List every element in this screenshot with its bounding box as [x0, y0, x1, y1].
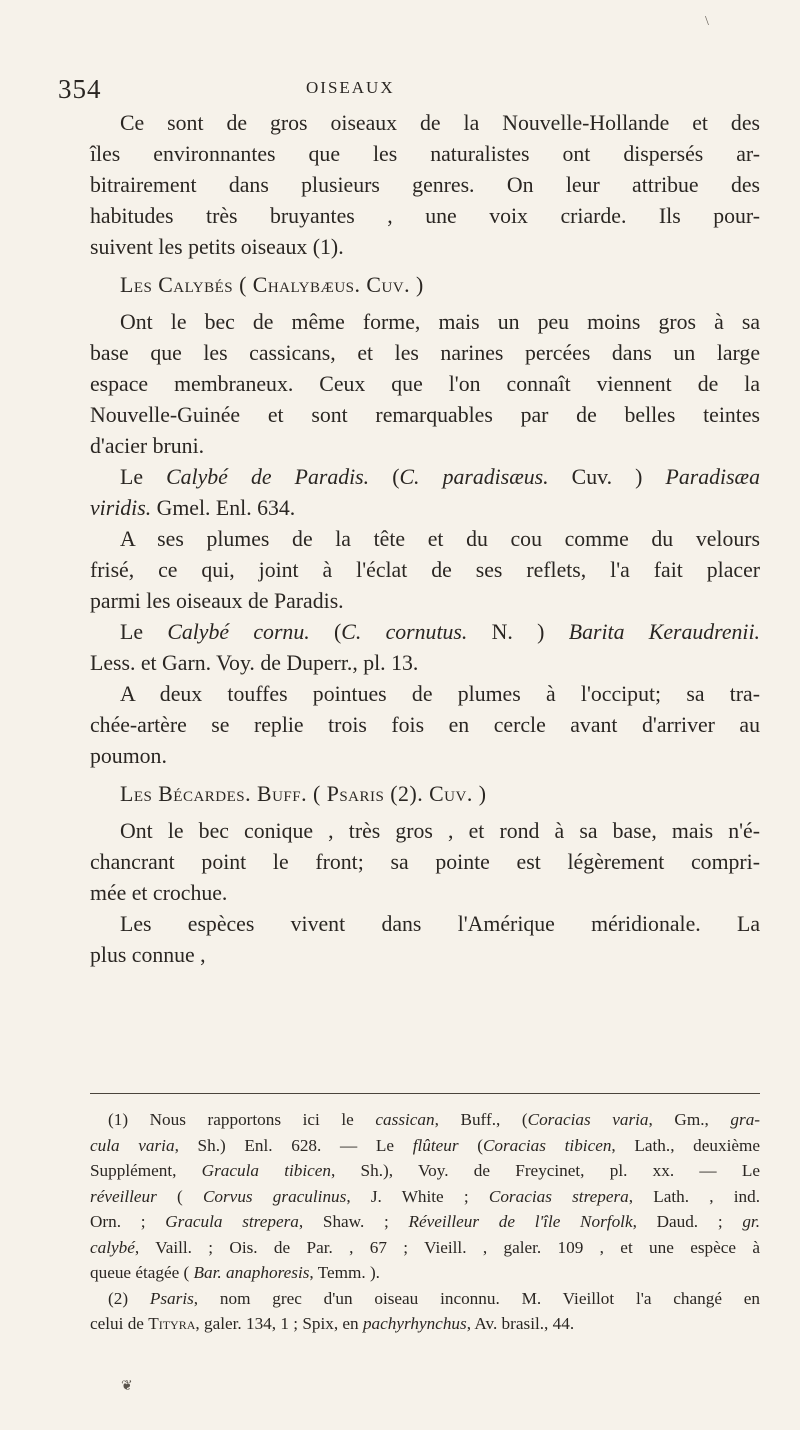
synonym: viridis. [90, 496, 152, 520]
text-line: Nouvelle-Guinée et sont remarquables par de belles teintes [90, 403, 760, 427]
text-line: Less. et Garn. Voy. de Duperr., pl. 13. [90, 651, 419, 675]
paren: ( [369, 465, 400, 489]
species-prefix: Le [120, 620, 168, 644]
footnote-1 [90, 1107, 760, 1286]
scientific-name: C. cornutus. [341, 620, 468, 644]
fn-italic: gr. [742, 1212, 760, 1231]
footnote-line [90, 1235, 760, 1261]
fn-italic: Psaris [149, 1288, 194, 1308]
footnote-line [90, 1158, 760, 1184]
fn-italic: cassican [375, 1110, 435, 1129]
fn-italic: cula varia [90, 1135, 175, 1155]
fn-italic: Gracula strepera [165, 1212, 299, 1231]
text-line: mée et crochue. [90, 881, 228, 905]
text-line: A ses plumes de la tête et du cou comme du velours [120, 527, 760, 551]
fn-italic: Coracias strepera [488, 1186, 629, 1206]
page-header [58, 74, 758, 104]
fn-italic: Bar. anaphoresis [193, 1263, 310, 1282]
footnote-line [90, 1133, 760, 1159]
footnote-line [90, 1260, 760, 1286]
text-line: espace membraneux. Ceux que l'on connaît viennent de la [90, 372, 760, 396]
species-prefix: Le [120, 465, 167, 489]
footnote-divider [90, 1093, 760, 1094]
footnote-2 [90, 1286, 760, 1337]
fn-text: , galer. 134, 1 ; Spix, en [195, 1314, 363, 1333]
synonym: Barita Keraudrenii. [568, 620, 760, 644]
species-calybe-de-paradis [90, 462, 760, 524]
text-line: d'acier bruni. [90, 434, 205, 458]
paragraph-2 [90, 307, 760, 462]
fn-italic: pachyrhynchus [362, 1314, 467, 1333]
fn-text: , Buff., ( [434, 1110, 528, 1129]
paragraph-4 [90, 679, 760, 772]
text-line: chancrant point le front; sa pointe est légèrement compri- [90, 850, 760, 874]
text-line: îles environnantes que les naturalistes ont dispersés ar- [90, 142, 760, 166]
fn-italic: Coracias varia [527, 1110, 649, 1129]
fn-text: , nom grec d'un oiseau inconnu. M. Vieillot l'a changé en [193, 1288, 760, 1308]
reference: Gmel. Enl. 634. [151, 496, 296, 520]
fn-text: (2) [108, 1288, 150, 1308]
top-mark: \ [705, 14, 709, 29]
fn-italic: Réveilleur de l'île Norfolk [408, 1212, 633, 1231]
fn-text: Orn. ; [90, 1212, 166, 1231]
body-text [90, 108, 760, 971]
authority: N. ) [467, 620, 569, 644]
footnote-line [90, 1311, 760, 1337]
fn-text: , Sh.), Voy. de Freycinet, pl. xx. — Le [331, 1161, 760, 1180]
fn-italic: Coracias tibicen [482, 1135, 612, 1155]
paragraph-6 [90, 909, 760, 971]
section-heading-becardes: Les Bécardes. Buff. ( Psaris (2). Cuv. ) [120, 782, 487, 806]
fn-italic: flûteur [412, 1135, 459, 1155]
fn-italic: calybé [90, 1237, 135, 1257]
text-line: habitudes très bruyantes , une voix criarde. Ils pour- [90, 204, 760, 228]
fn-text: , Gm., [648, 1110, 731, 1129]
text-line [90, 462, 760, 493]
fn-italic: Corvus graculinus [202, 1186, 347, 1206]
footnote-line [90, 1184, 760, 1210]
text-line: bitrairement dans plusieurs genres. On leur attribue des [90, 173, 760, 197]
text-line: frisé, ce qui, joint à l'éclat de ses reflets, l'a fait placer [90, 558, 760, 582]
species-name: Calybé cornu. [167, 620, 310, 644]
footnotes [90, 1107, 760, 1337]
authority: Cuv. ) [548, 465, 666, 489]
fn-text: , Lath., deuxième [611, 1135, 760, 1155]
fn-text: ( [458, 1135, 483, 1155]
text-line [90, 617, 760, 648]
fn-text: Supplément, [90, 1161, 202, 1180]
ornament-icon: ❦ [121, 1379, 133, 1394]
footnote-line [90, 1107, 760, 1133]
fn-text: , Daud. ; [632, 1212, 743, 1231]
text-line: chée-artère se replie trois fois en cercle avant d'arriver au [90, 713, 760, 737]
text-line: parmi les oiseaux de Paradis. [90, 589, 344, 613]
text-line: base que les cassicans, et les narines percées dans un large [90, 341, 760, 365]
fn-text: queue étagée ( [90, 1263, 194, 1282]
fn-smallcaps: Tityra [148, 1314, 196, 1333]
text-line: Ont le bec conique , très gros , et rond à sa base, mais n'é- [120, 819, 760, 843]
text-line: suivent les petits oiseaux (1). [90, 235, 344, 259]
paragraph-1 [90, 108, 760, 263]
page-number: 354 [58, 74, 102, 104]
paragraph-5 [90, 816, 760, 909]
fn-italic: Gracula tibicen [201, 1161, 331, 1180]
text-line: plus connue , [90, 943, 206, 967]
fn-text: , Vaill. ; Ois. de Par. , 67 ; Vieill. , galer. 109 , et une espèce à [134, 1237, 760, 1257]
section-heading-calybes: Les Calybés ( Chalybæus. Cuv. ) [120, 273, 424, 297]
fn-text: , Shaw. ; [298, 1212, 409, 1231]
fn-text: , Sh.) Enl. 628. — Le [174, 1135, 413, 1155]
scientific-name: C. paradisæus. [399, 465, 549, 489]
fn-text: , Lath. , ind. [628, 1186, 760, 1206]
species-name: Calybé de Paradis. [166, 465, 370, 489]
fn-italic: gra- [730, 1110, 761, 1129]
footnote-line [90, 1209, 760, 1235]
fn-text: (1) Nous rapportons ici le [108, 1110, 376, 1129]
text-line [90, 493, 760, 524]
fn-italic: réveilleur [90, 1186, 157, 1206]
running-head: OISEAUX [306, 78, 395, 97]
fn-text: ( [156, 1186, 203, 1206]
text-line: Ce sont de gros oiseaux de la Nouvelle-Hollande et des [120, 111, 760, 135]
text-line: A deux touffes pointues de plumes à l'occiput; sa tra- [120, 682, 760, 706]
text-line: Les espèces vivent dans l'Amérique méridionale. La [120, 912, 760, 936]
species-calybe-cornu [90, 617, 760, 679]
fn-text: , Av. brasil., 44. [466, 1314, 575, 1333]
fn-text: celui de [90, 1314, 149, 1333]
text-line: poumon. [90, 744, 167, 768]
paren: ( [309, 620, 342, 644]
footnote-line [90, 1286, 760, 1312]
text-line: Ont le bec de même forme, mais un peu moins gros à sa [120, 310, 760, 334]
fn-text: , J. White ; [346, 1186, 489, 1206]
synonym: Paradisæa [665, 465, 760, 489]
fn-text: , Temm. ). [309, 1263, 380, 1282]
paragraph-3 [90, 524, 760, 617]
